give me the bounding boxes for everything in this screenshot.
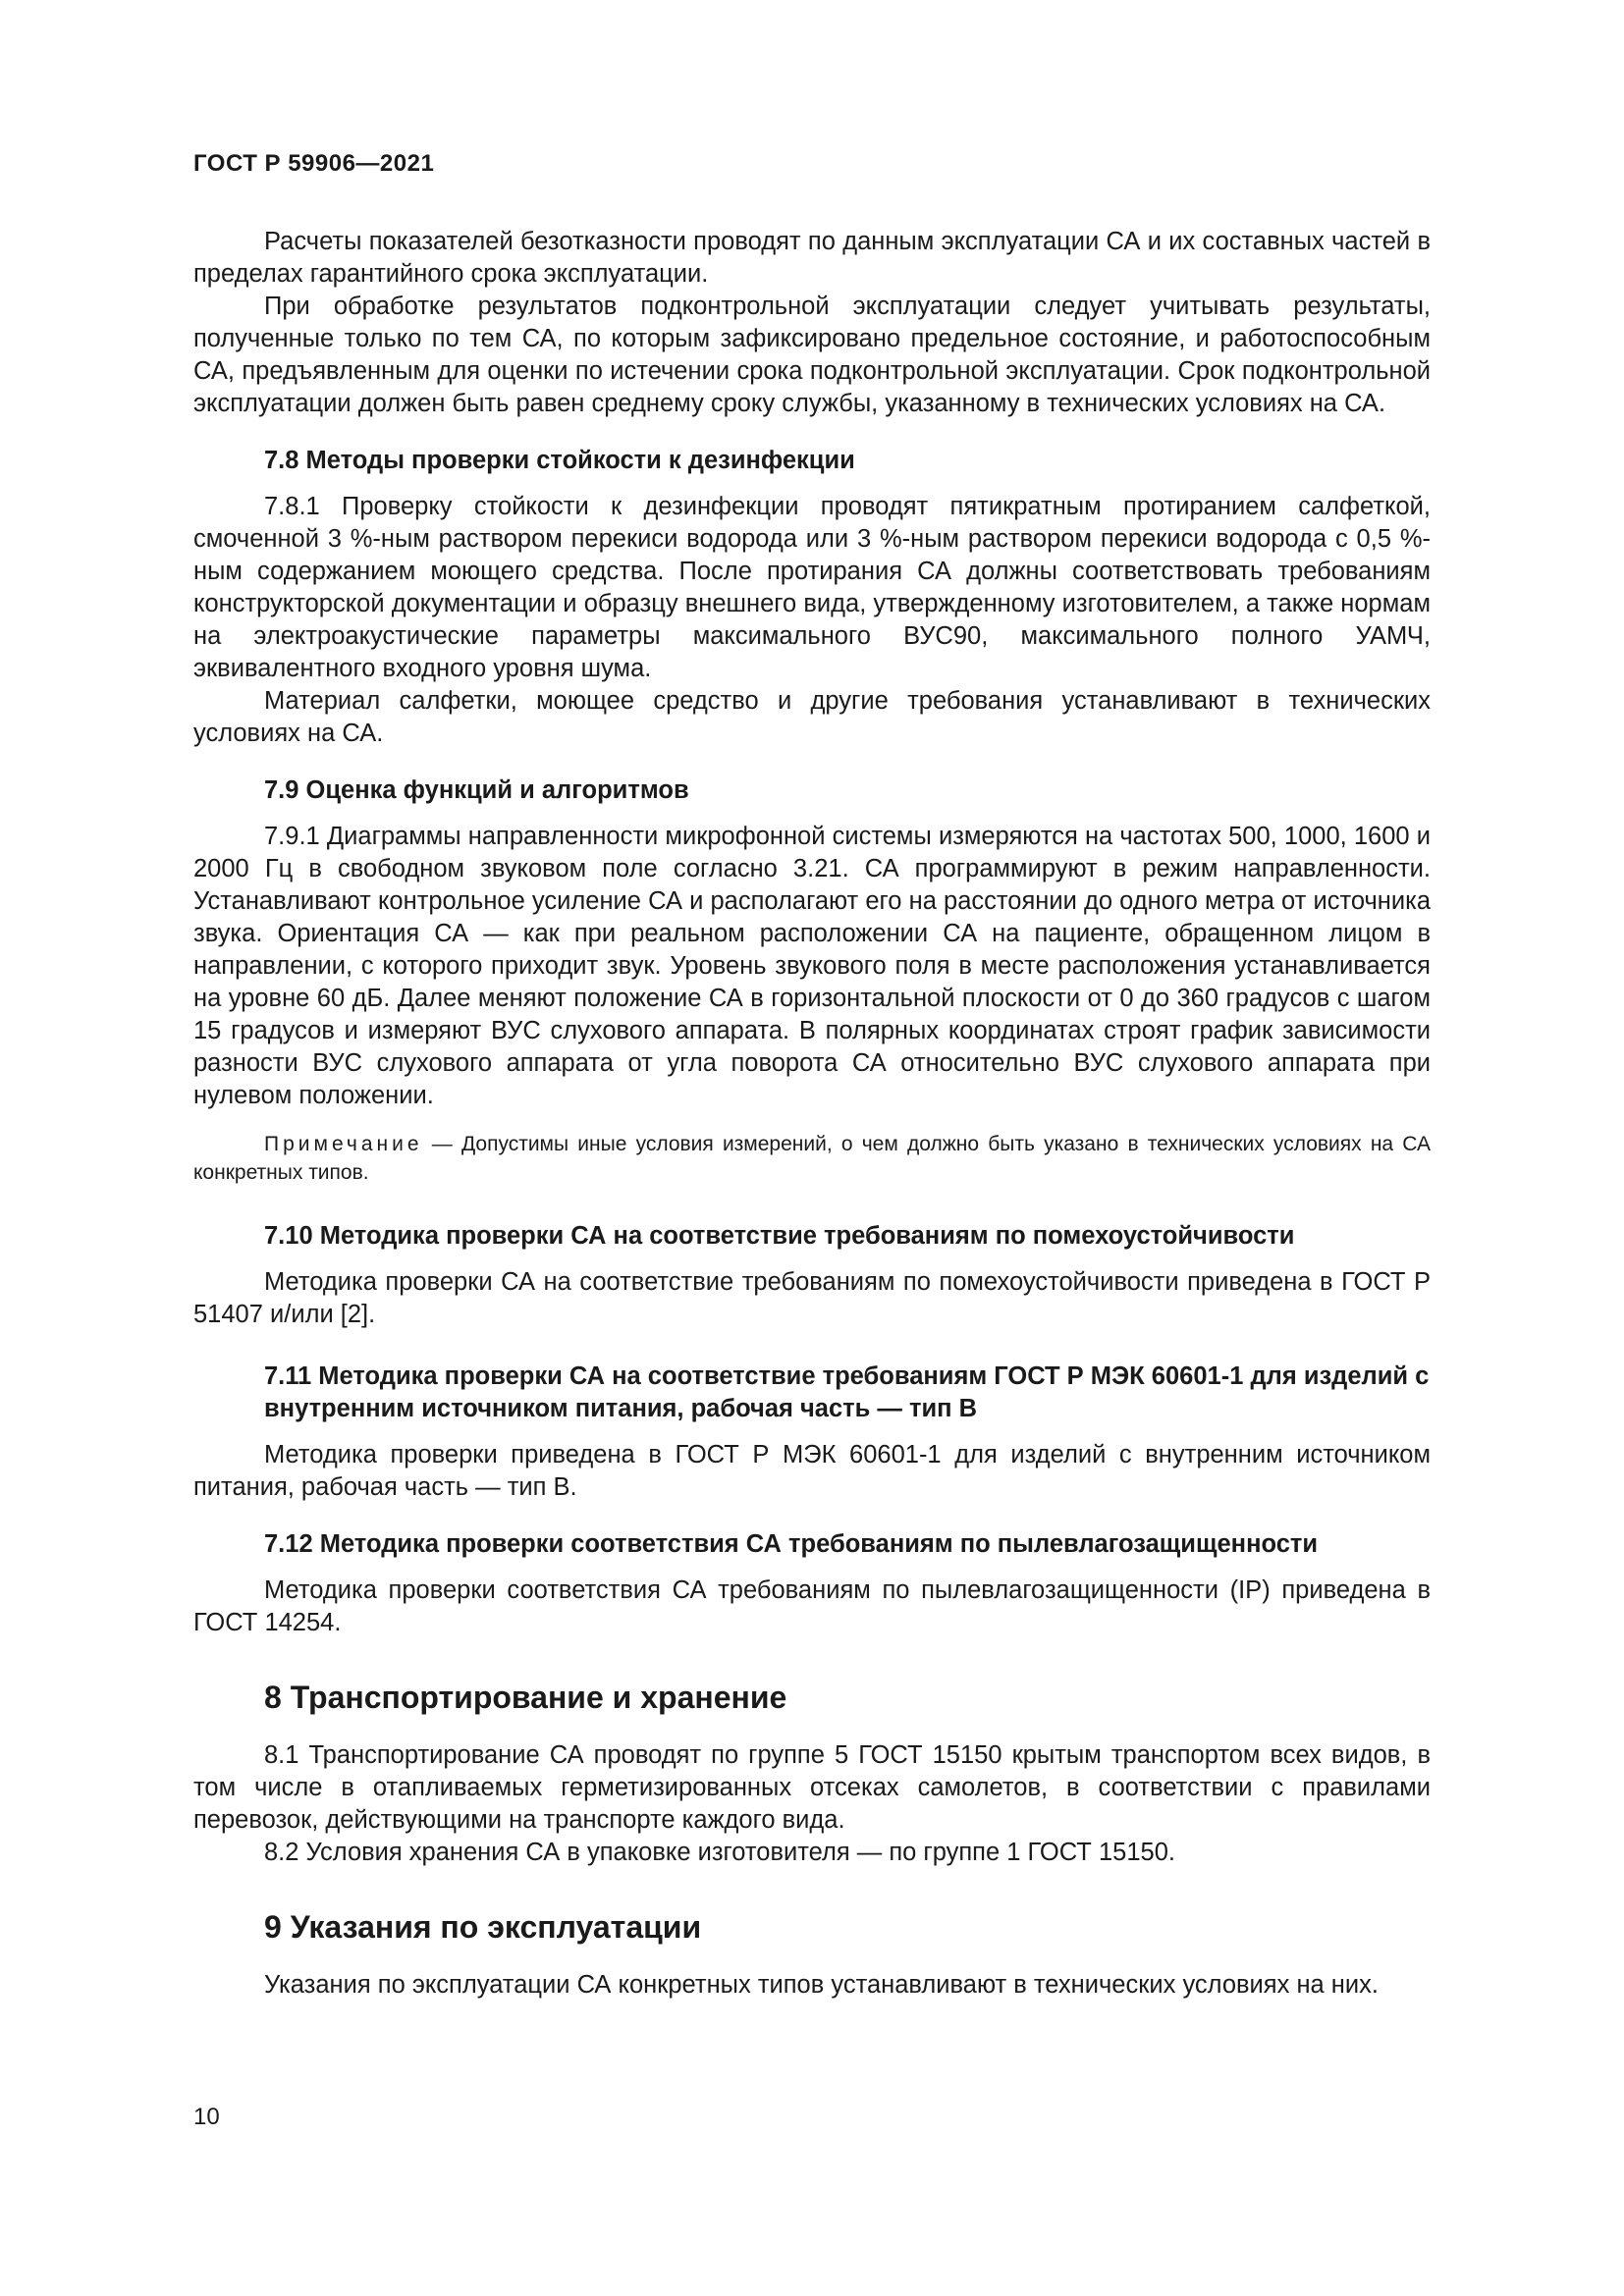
section-8-heading: 8 Транспортирование и хранение [264,1680,787,1715]
paragraph-controlled-operation: При обработке результатов подконтрольной эксплуатации следует учитывать результаты, полученные только по тем СА, по которым зафиксировано предельное состояние, и работоспособным СА, предъявленным для оценки по истечении срока подконтрольной эксплуатации. Срок подконтрольной эксплуатации должен быть равен среднему сроку службы, указанному в технических условиях на СА. [193,293,1431,417]
paragraph-7-11: Методика проверки приведена в ГОСТ Р МЭК 60601-1 для изделий с внутренним источником питания, рабочая часть — тип В. [193,1441,1431,1501]
standard-id-header: ГОСТ Р 59906—2021 [193,150,435,177]
heading-7-12: 7.12 Методика проверки соответствия СА требованиям по пылевлагозащищенности [264,1530,1319,1558]
paragraph-7-12: Методика проверки соответствия СА требованиям по пылевлагозащищенности (IP) приведена в ГОСТ 14254. [193,1576,1431,1636]
paragraph-7-9-1: 7.9.1 Диаграммы направленности микрофонной системы измеряются на частотах 500, 1000, 1600 и 2000 Гц в свободном звуковом поле согласно 3.21. СА программируют в режим направленности. Устанавливают контрольное усиление СА и располагают его на расстоянии до одного метра от источника звука. Ориентация СА — как при реальном расположении СА на пациенте, обращенном лицом в направлении, с которого приходит звук. Уровень звукового поля в месте расположения устанавливается на уровне 60 дБ. Далее меняют положение СА в горизонтальной плоскости от 0 до 360 градусов с шагом 15 градусов и измеряют ВУС слухового аппарата. В полярных координатах строят график зависимости разности ВУС слухового аппарата от угла поворота СА относительно ВУС слухового аппарата при нулевом положении. [193,823,1431,1109]
paragraph-reliability-calc: Расчеты показателей безотказности проводят по данным эксплуатации СА и их составных частей в пределах гарантийного срока эксплуатации. [193,228,1431,288]
page-content [193,226,1431,2002]
paragraph-7-10: Методика проверки СА на соответствие требованиям по помехоустойчивости приведена в ГОСТ Р 51407 и/или [2]. [193,1268,1431,1328]
paragraph-9: Указания по эксплуатации СА конкретных типов устанавливают в технических условиях на них. [264,1971,1379,1999]
heading-7-8: 7.8 Методы проверки стойкости к дезинфекции [264,447,855,474]
note-text: — Допустимы иные условия измерений, о чем должно быть указано в технических условиях на СА конкретных типов. [193,1133,1431,1184]
note-label: Примечание [264,1133,423,1155]
paragraph-8-2: 8.2 Условия хранения СА в упаковке изготовителя — по группе 1 ГОСТ 15150. [264,1839,1175,1866]
paragraph-7-8-1: 7.8.1 Проверку стойкости к дезинфекции проводят пятикратным протиранием салфеткой, смоченной 3 %-ным раствором перекиси водорода или 3 %-ным раствором перекиси водорода с 0,5 %-ным содержанием моющего средства. После протирания СА должны соответствовать требованиям конструкторской документации и образцу внешнего вида, утвержденному изготовителем, а также нормам на электроакустические параметры максимального ВУС90, максимального полного УАМЧ, эквивалентного входного уровня шума. [193,493,1431,682]
paragraph-8-1: 8.1 Транспортирование СА проводят по группе 5 ГОСТ 15150 крытым транспортом всех видов, в том числе в отапливаемых герметизированных отсеках самолетов, в соответствии с правилами перевозок, действующими на транспорте каждого вида. [193,1741,1431,1834]
note [193,1130,1431,1187]
paragraph-7-8-material: Материал салфетки, моющее средство и другие требования устанавливают в технических условиях на СА. [193,687,1431,747]
heading-7-9: 7.9 Оценка функций и алгоритмов [264,776,689,804]
heading-7-11: 7.11 Методика проверки СА на соответствие требованиям ГОСТ Р МЭК 60601-1 для изделий с внутренним источником питания, рабочая часть — тип В [264,1362,1430,1422]
page-number: 10 [193,2104,220,2130]
section-9-heading: 9 Указания по эксплуатации [264,1909,702,1945]
heading-7-10: 7.10 Методика проверки СА на соответствие требованиям по помехоустойчивости [264,1222,1295,1250]
